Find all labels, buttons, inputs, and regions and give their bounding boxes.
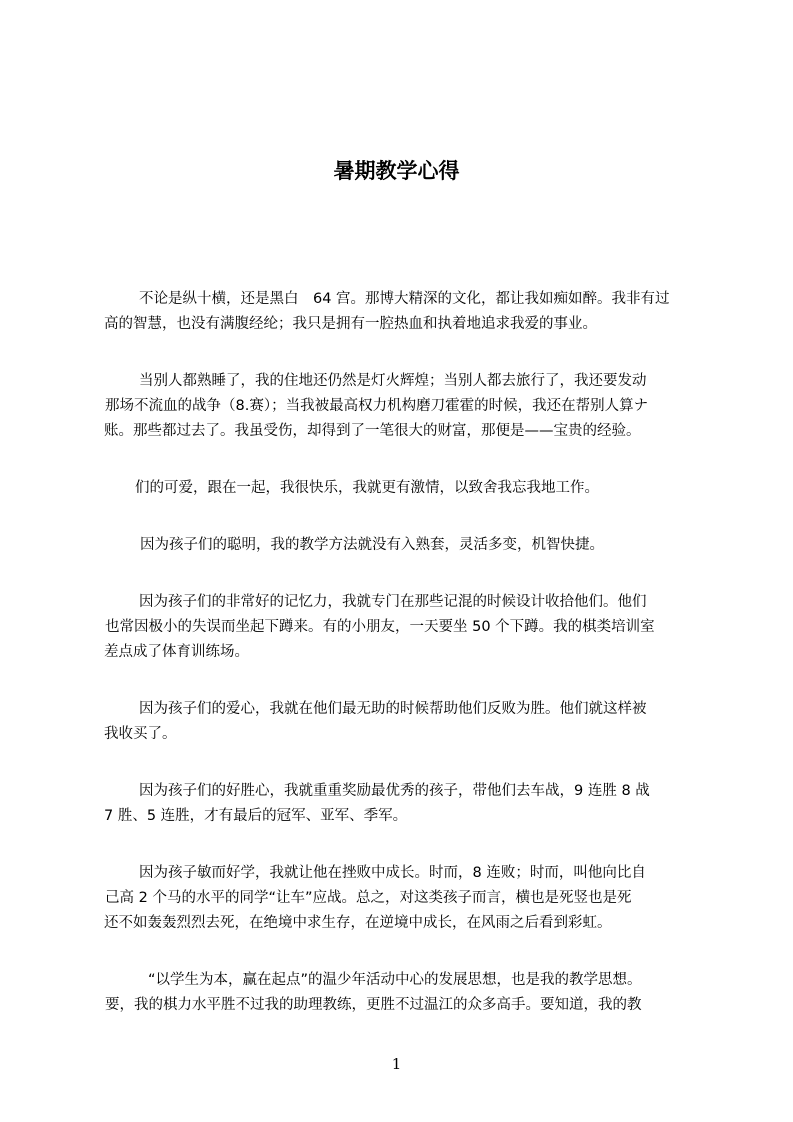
text-line: 己高 2 个马的水平的同学“让车”应战。总之，对这类孩子而言，横也是死竖也是死 (105, 890, 632, 906)
text-line: 那场不流血的战争（8.赛）；当我被最高权力机构磨刀霍霍的时候，我还在帮别人算ナ (105, 398, 649, 414)
document-body (104, 287, 704, 1050)
text-line: 因为孩子们的好胜心，我就重重奖励最优秀的孩子，带他们去车战，9 连胜 8 战 (139, 783, 650, 799)
paragraph-4 (104, 533, 704, 558)
text-line: “以学生为本，赢在起点”的温少年活动中心的发展思想，也是我的教学思想。 (148, 972, 642, 988)
paragraph-7 (104, 779, 704, 829)
paragraph-6 (104, 697, 704, 747)
paragraph-9 (104, 968, 704, 1018)
text-line: 们的可爱，跟在一起，我很快乐，我就更有激情，以致舍我忘我地工作。 (135, 480, 599, 496)
paragraph-5 (104, 590, 704, 665)
paragraph-2 (104, 369, 704, 444)
text-line: 因为孩子们的爱心，我就在他们最无助的时候帮助他们反败为胜。他们就这样被 (139, 701, 647, 717)
text-line: 因为孩子敏而好学，我就让他在挫败中成长。时而，8 连败；时而，叫他向比自 (139, 865, 646, 881)
text-line: 也常因极小的失误而坐起下蹲来。有的小朋友，一天要坐 50 个下蹲。我的棋类培训室 (105, 619, 655, 635)
paragraph-1 (104, 287, 704, 337)
text-line: 我收买了。 (104, 726, 177, 742)
text-line: 7 胜、5 连胜，才有最后的冠军、亚军、季军。 (104, 808, 408, 824)
paragraph-3 (104, 476, 704, 501)
text-line: 因为孩子们的聪明，我的教学方法就没有入熟套，灵活多变，机智快捷。 (140, 537, 604, 553)
document-title: 暑期教学心得 (333, 159, 460, 184)
page-number: 1 (391, 1055, 402, 1073)
text-line: 高的智慧，也没有满腹经纶；我只是拥有一腔热血和执着地追求我爱的事业。 (104, 316, 597, 332)
text-line: 差点成了体育训练场。 (104, 644, 249, 660)
text-line: 账。那些都过去了。我虽受伤，却得到了一笔很大的财富，那便是——宝贵的经验。 (104, 423, 641, 439)
text-line: 当别人都熟睡了，我的住地还仍然是灯火辉煌；当别人都去旅行了，我还要发动 (139, 373, 647, 389)
text-line: 不论是纵十横，还是黑白 64 宫。那博大精深的文化，都让我如痴如醉。我非有过 (139, 291, 670, 307)
paragraph-8 (104, 861, 704, 936)
text-line: 要，我的棋力水平胜不过我的助理教练，更胜不过温江的众多高手。要知道，我的教 (105, 997, 642, 1013)
text-line: 还不如轰轰烈烈去死，在绝境中求生存，在逆境中成长，在风雨之后看到彩虹。 (104, 915, 612, 931)
text-line: 因为孩子们的非常好的记忆力，我就专门在那些记混的时候设计收拾他们。他们 (139, 594, 647, 610)
